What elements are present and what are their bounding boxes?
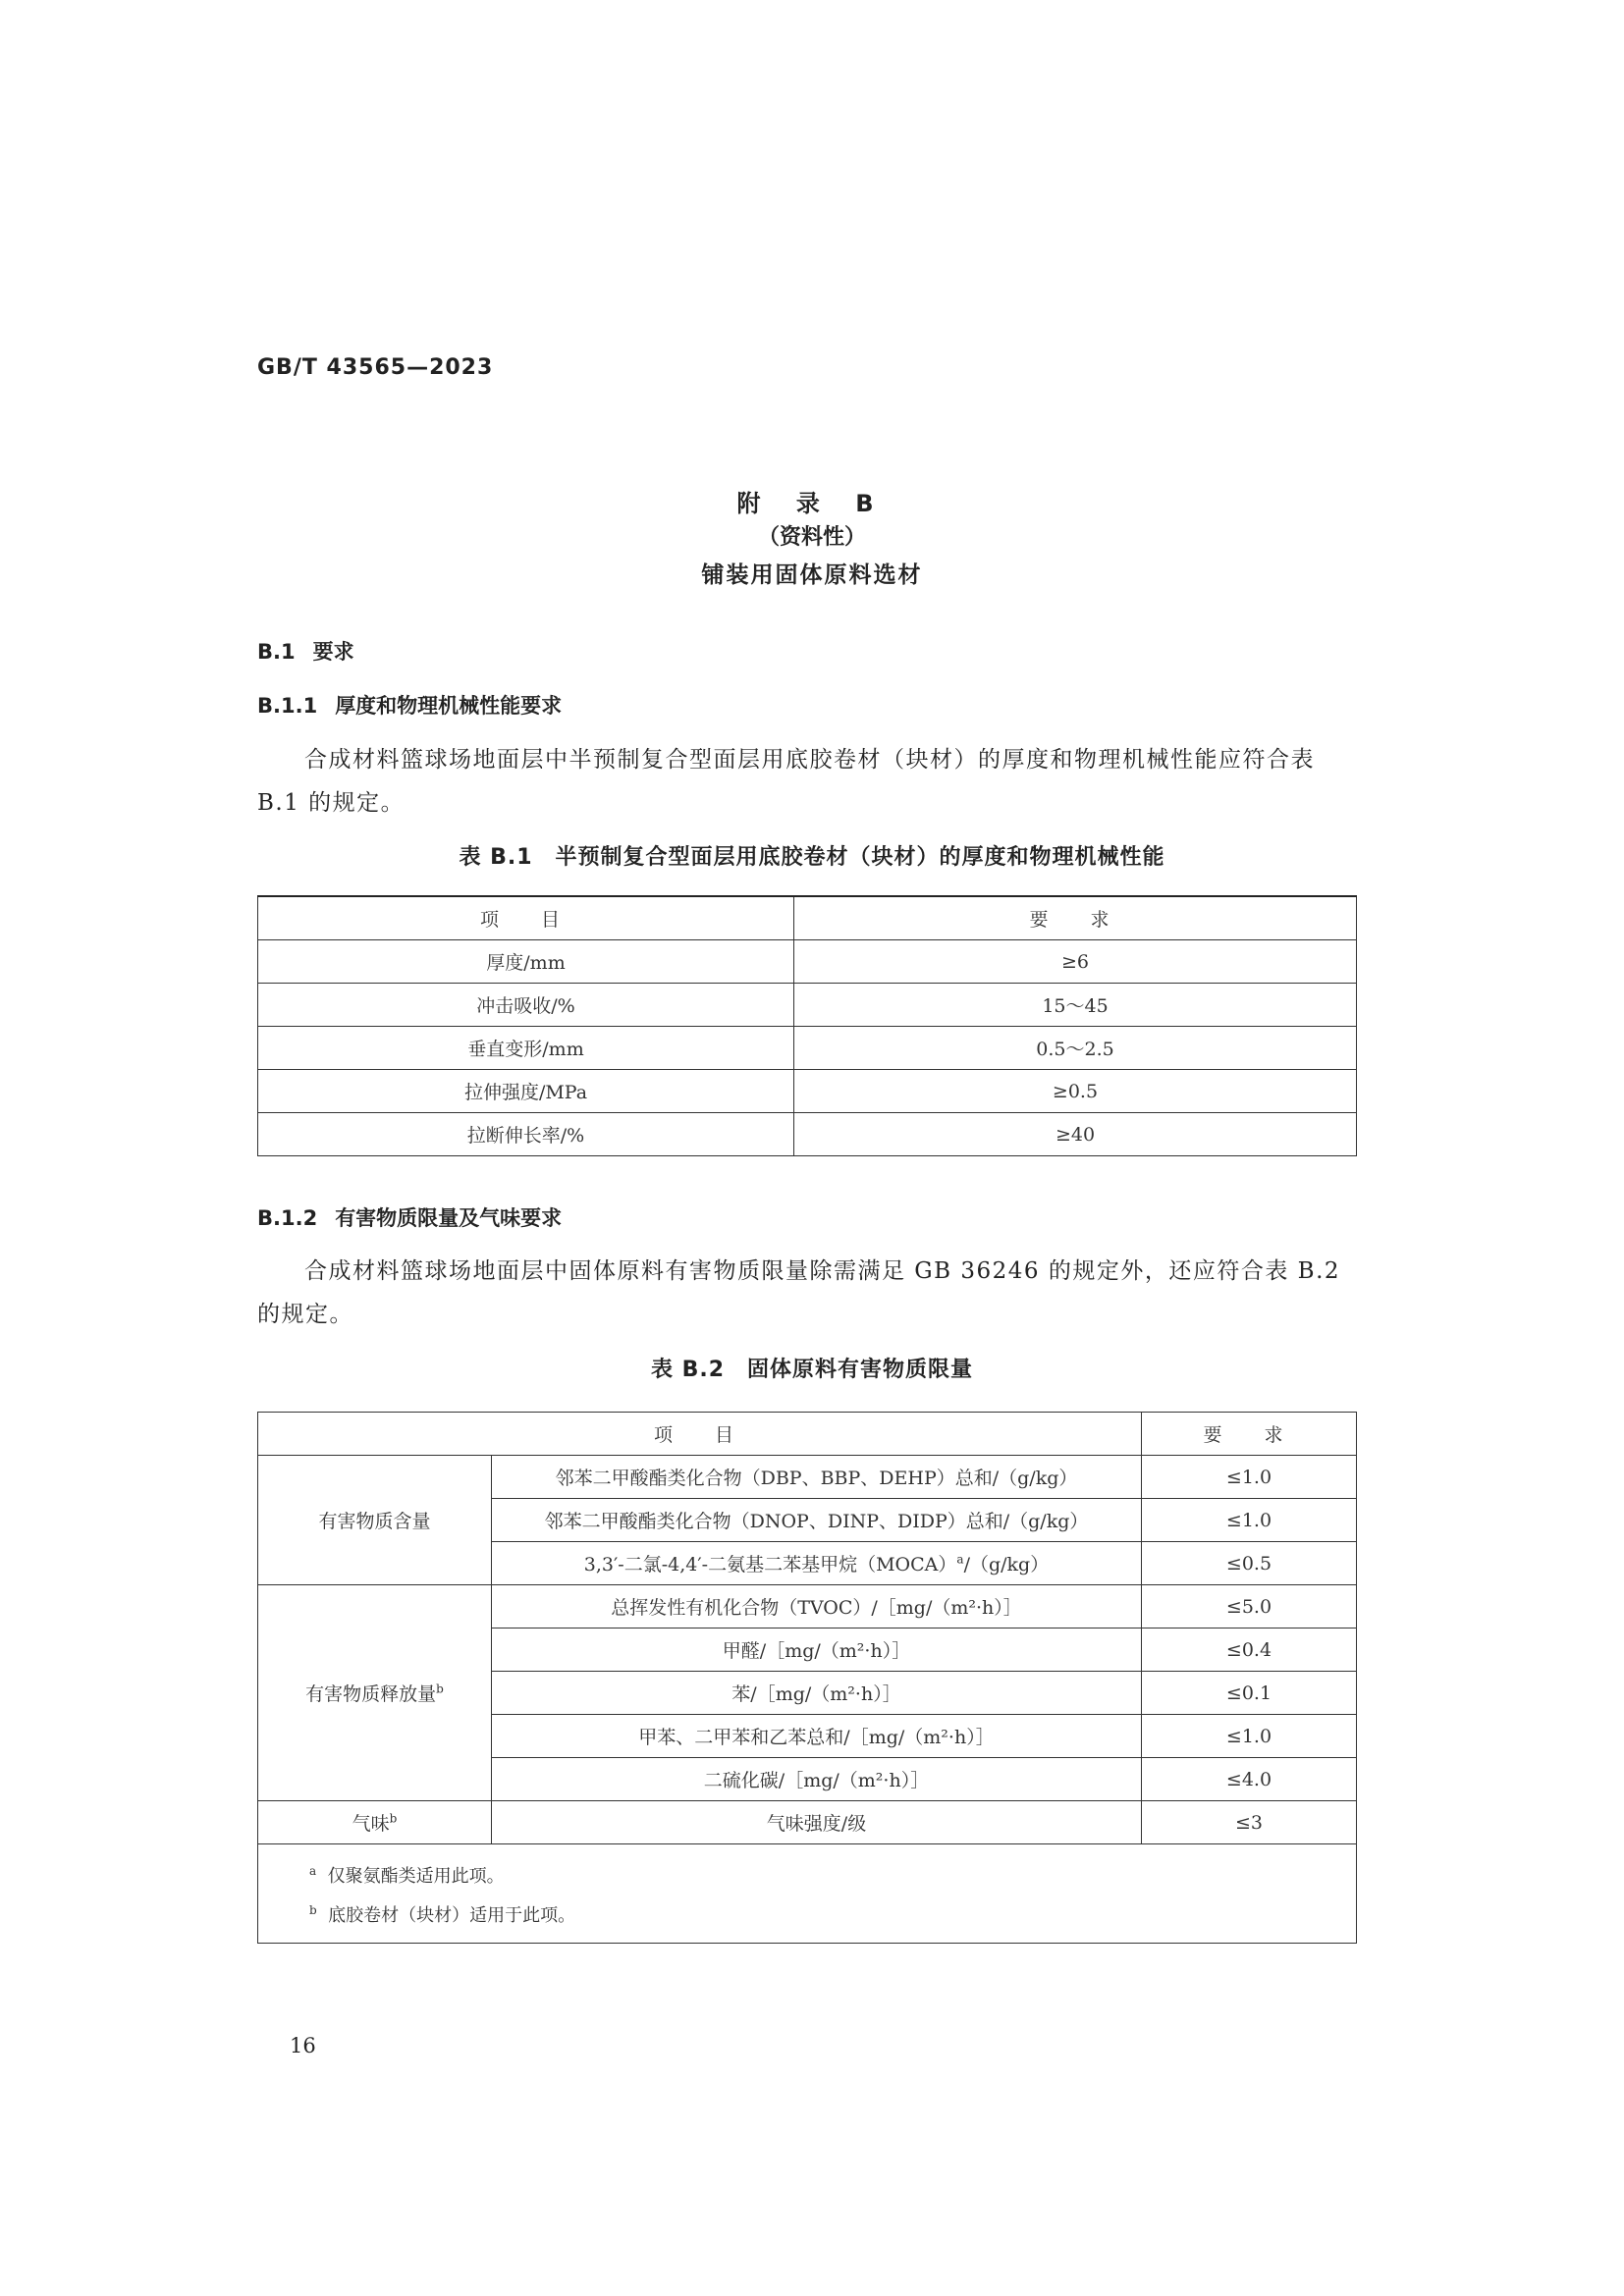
header-requirement: 要 求: [1142, 1413, 1357, 1456]
value-cell: ≤1.0: [1142, 1456, 1357, 1499]
paragraph-b11: 合成材料篮球场地面层中半预制复合型面层用底胶卷材（块材）的厚度和物理机械性能应符合表 B.1 的规定。: [257, 747, 1315, 816]
annex-nature: （资料性）: [757, 525, 866, 550]
section-heading-b11: [257, 690, 562, 720]
value-cell: ≤0.5: [1142, 1542, 1357, 1585]
group-label: 气味: [352, 1813, 390, 1835]
group-cell-odor: [258, 1801, 492, 1844]
section-number: B.1.1: [257, 694, 318, 718]
item-cell: [492, 1542, 1142, 1585]
item-cell: 拉伸强度/MPa: [258, 1070, 794, 1113]
value-cell: ≤5.0: [1142, 1585, 1357, 1629]
annex-subject: 铺装用固体原料选材: [701, 562, 923, 588]
group-cell-emission: [258, 1585, 492, 1801]
section-title: 有害物质限量及气味要求: [335, 1206, 563, 1230]
group-label: 有害物质释放量: [305, 1683, 437, 1705]
item-cell: 冲击吸收/%: [258, 984, 794, 1027]
value-cell: ≥40: [794, 1113, 1357, 1156]
item-cell: 气味强度/级: [492, 1801, 1142, 1844]
value-cell: ≤1.0: [1142, 1715, 1357, 1758]
item-cell: 甲醛/［mg/（m²·h）］: [492, 1629, 1142, 1672]
table-row: [258, 984, 1357, 1027]
footnote-marker: b: [436, 1682, 444, 1696]
section-title: 厚度和物理机械性能要求: [335, 694, 563, 718]
item-cell: 甲苯、二甲苯和乙苯总和/［mg/（m²·h）］: [492, 1715, 1142, 1758]
note-marker: b: [309, 1903, 317, 1917]
page-number: 16: [290, 2034, 316, 2057]
note-text: 底胶卷材（块材）适用于此项。: [328, 1905, 576, 1926]
table-row: [258, 1456, 1357, 1499]
table-b2: [257, 1412, 1357, 1944]
value-cell: 0.5～2.5: [794, 1027, 1357, 1070]
item-cell: 垂直变形/mm: [258, 1027, 794, 1070]
header-item: 项 目: [258, 896, 794, 940]
item-text: 3,3′-二氯-4,4′-二氨基二苯基甲烷（MOCA）: [583, 1554, 957, 1575]
table-notes-row: [258, 1844, 1357, 1944]
note-text: 仅聚氨酯类适用此项。: [327, 1866, 505, 1887]
item-cell: 拉断伸长率/%: [258, 1113, 794, 1156]
table-row: [258, 1027, 1357, 1070]
value-cell: ≥6: [794, 940, 1357, 984]
section-heading-b1: [257, 636, 354, 666]
header-requirement: 要 求: [794, 896, 1357, 940]
item-unit: /（g/kg）: [963, 1554, 1050, 1575]
standard-code: GB/T 43565—2023: [257, 355, 494, 380]
footnote-marker: a: [956, 1552, 964, 1567]
value-cell: ≤4.0: [1142, 1758, 1357, 1801]
value-cell: ≥0.5: [794, 1070, 1357, 1113]
value-cell: ≤3: [1142, 1801, 1357, 1844]
table-header-row: [258, 896, 1357, 940]
item-cell: 邻苯二甲酸酯类化合物（DNOP、DINP、DIDP）总和/（g/kg）: [492, 1499, 1142, 1542]
item-cell: 苯/［mg/（m²·h）］: [492, 1672, 1142, 1715]
table-header-row: [258, 1413, 1357, 1456]
section-number: B.1.2: [257, 1206, 318, 1230]
section-title: 要求: [312, 640, 354, 664]
section-heading-b12: [257, 1202, 562, 1232]
note-marker: a: [309, 1864, 317, 1878]
note-a: [309, 1854, 1356, 1894]
header-item: 项 目: [258, 1413, 1142, 1456]
value-cell: ≤0.1: [1142, 1672, 1357, 1715]
value-cell: 15～45: [794, 984, 1357, 1027]
footnote-marker: b: [389, 1811, 398, 1826]
item-cell: 邻苯二甲酸酯类化合物（DBP、BBP、DEHP）总和/（g/kg）: [492, 1456, 1142, 1499]
item-cell: 二硫化碳/［mg/（m²·h）］: [492, 1758, 1142, 1801]
section-number: B.1: [257, 640, 296, 664]
table-row: [258, 1070, 1357, 1113]
value-cell: ≤0.4: [1142, 1629, 1357, 1672]
table-row: [258, 1113, 1357, 1156]
paragraph-b12: 合成材料篮球场地面层中固体原料有害物质限量除需满足 GB 36246 的规定外，还应符合表 B.2 的规定。: [257, 1258, 1341, 1327]
annex-title: 附 录 B: [736, 490, 888, 517]
table-row: [258, 940, 1357, 984]
value-cell: ≤1.0: [1142, 1499, 1357, 1542]
table-notes: [258, 1844, 1357, 1944]
table-caption-b1: 表 B.1 半预制复合型面层用底胶卷材（块材）的厚度和物理机械性能: [459, 845, 1165, 870]
group-cell-content: 有害物质含量: [258, 1456, 492, 1585]
table-row: [258, 1585, 1357, 1629]
item-cell: 总挥发性有机化合物（TVOC）/［mg/（m²·h）］: [492, 1585, 1142, 1629]
note-b: [309, 1894, 1356, 1933]
table-b1: [257, 895, 1357, 1156]
table-row: [258, 1801, 1357, 1844]
item-cell: 厚度/mm: [258, 940, 794, 984]
table-caption-b2: 表 B.2 固体原料有害物质限量: [650, 1358, 974, 1382]
